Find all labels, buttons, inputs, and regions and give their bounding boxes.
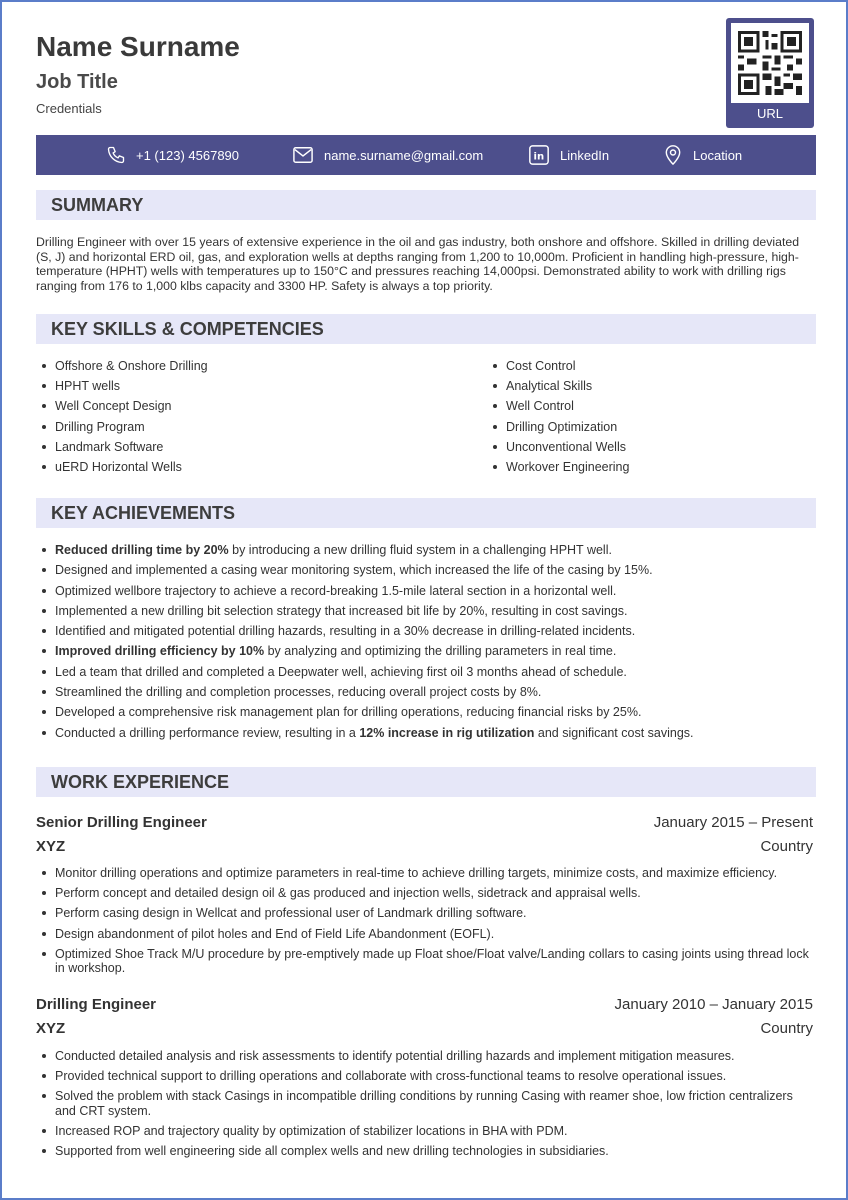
list-item: Identified and mitigated potential drilling hazards, resulting in a 30% decrease in drilling-related incidents. bbox=[36, 624, 816, 639]
job-2-title: Drilling Engineer bbox=[36, 996, 157, 1013]
list-item: Monitor drilling operations and optimize parameters in real-time to achieve drilling targets, minimize costs, and maximize efficiency. bbox=[36, 866, 816, 881]
list-item: Improved drilling efficiency by 10% by analyzing and optimizing the drilling parameters in real time. bbox=[36, 644, 816, 659]
list-item: Provided technical support to drilling operations and collaborate with cross-functional teams to resolve operational issues. bbox=[36, 1069, 816, 1084]
list-item: Landmark Software bbox=[36, 440, 426, 455]
list-item: Optimized Shoe Track M/U procedure by pre-emptively made up Float shoe/Float valve/Landing collars to casing joints using thread lock in workshop. bbox=[36, 947, 816, 976]
job-1-title: Senior Drilling Engineer bbox=[36, 814, 207, 831]
summary-text: Drilling Engineer with over 15 years of extensive experience in the oil and gas industry, both onshore and offshore. Skilled in drilling deviated (S, J) and horizontal ERD oil, gas, and exploration wells at depths ranging from 1,200 to 10,000m. Proficient in handling high-pressure, high-temperature (HPHT) wells with temperatures up to 150°C and pressures reaching 14,000psi. Demonstrated ability to work with drilling rigs ranging from 176 to 1,000 klbs capacity and 3300 HP. Safety is always a top priority. bbox=[36, 235, 800, 293]
linkedin-text: LinkedIn bbox=[560, 147, 610, 163]
job-1-dates: January 2015 – Present bbox=[653, 814, 813, 831]
list-item: Cost Control bbox=[487, 359, 807, 374]
header bbox=[36, 30, 240, 116]
phone-text: +1 (123) 4567890 bbox=[136, 147, 240, 163]
skills-heading: KEY SKILLS & COMPETENCIES bbox=[36, 314, 816, 344]
list-item: HPHT wells bbox=[36, 379, 426, 394]
location-text: Location bbox=[693, 147, 743, 163]
svg-text:in: in bbox=[533, 151, 545, 163]
linkedin-icon bbox=[528, 144, 550, 166]
qr-url-label: URL bbox=[756, 106, 783, 121]
job-1-bullets bbox=[36, 866, 816, 981]
list-item: Offshore & Onshore Drilling bbox=[36, 359, 426, 374]
job-title: Job Title bbox=[36, 71, 118, 93]
list-item: Supported from well engineering side all complex wells and new drilling technologies in subsidiaries. bbox=[36, 1144, 816, 1159]
list-item: Perform casing design in Wellcat and professional user of Landmark drilling software. bbox=[36, 906, 816, 921]
list-item: Design abandonment of pilot holes and End of Field Life Abandonment (EOFL). bbox=[36, 927, 816, 942]
contact-bar bbox=[36, 135, 816, 175]
skills-right-list bbox=[487, 359, 807, 480]
list-item: Analytical Skills bbox=[487, 379, 807, 394]
list-item: Reduced drilling time by 20% by introducing a new drilling fluid system in a challenging HPHT well. bbox=[36, 543, 816, 558]
achievements-heading: KEY ACHIEVEMENTS bbox=[36, 498, 816, 528]
job-2-country: Country bbox=[760, 1020, 813, 1037]
qr-code-icon bbox=[731, 23, 809, 103]
job-2-dates: January 2010 – January 2015 bbox=[614, 996, 813, 1013]
list-item: Perform concept and detailed design oil & gas produced and injection wells, sidetrack and appraisal wells. bbox=[36, 886, 816, 901]
contact-linkedin[interactable] bbox=[528, 135, 609, 175]
list-item: Well Concept Design bbox=[36, 399, 426, 414]
list-item: Developed a comprehensive risk management plan for drilling operations, reducing financial risks by 25%. bbox=[36, 705, 816, 720]
location-pin-icon bbox=[663, 144, 683, 166]
job-2-company: XYZ bbox=[36, 1020, 66, 1037]
list-item: Drilling Program bbox=[36, 420, 426, 435]
phone-icon bbox=[106, 145, 126, 165]
achievements-list bbox=[36, 543, 816, 746]
skills-left-list bbox=[36, 359, 426, 480]
list-item: Optimized wellbore trajectory to achieve a record-breaking 1.5-mile lateral section in a horizontal well. bbox=[36, 584, 816, 599]
list-item: Drilling Optimization bbox=[487, 420, 807, 435]
contact-phone[interactable] bbox=[106, 135, 239, 175]
list-item: Implemented a new drilling bit selection strategy that increased bit life by 20%, resulting in cost savings. bbox=[36, 604, 816, 619]
experience-heading: WORK EXPERIENCE bbox=[36, 767, 816, 797]
contact-location[interactable] bbox=[663, 135, 742, 175]
list-item: Workover Engineering bbox=[487, 460, 807, 475]
job-1-country: Country bbox=[760, 838, 813, 855]
list-item: Well Control bbox=[487, 399, 807, 414]
list-item: Solved the problem with stack Casings in incompatible drilling conditions by running Casing with reamer shoe, low friction centralizers and CRT system. bbox=[36, 1089, 816, 1118]
list-item: Unconventional Wells bbox=[487, 440, 807, 455]
job-2-bullets bbox=[36, 1049, 816, 1164]
list-item: Streamlined the drilling and completion processes, reducing overall project costs by 8%. bbox=[36, 685, 816, 700]
list-item: Increased ROP and trajectory quality by optimization of stabilizer locations in BHA with PDM. bbox=[36, 1124, 816, 1139]
credentials: Credentials bbox=[36, 101, 102, 116]
list-item: Conducted a drilling performance review, resulting in a 12% increase in rig utilization and significant cost savings. bbox=[36, 726, 816, 741]
list-item: uERD Horizontal Wells bbox=[36, 460, 426, 475]
email-text: name.surname@gmail.com bbox=[324, 147, 484, 163]
qr-code-block[interactable] bbox=[726, 18, 814, 128]
list-item: Conducted detailed analysis and risk assessments to identify potential drilling hazards and implement mitigation measures. bbox=[36, 1049, 816, 1064]
summary-heading: SUMMARY bbox=[36, 190, 816, 220]
contact-email[interactable] bbox=[292, 135, 483, 175]
job-1-company: XYZ bbox=[36, 838, 66, 855]
list-item: Designed and implemented a casing wear monitoring system, which increased the life of the casing by 15%. bbox=[36, 563, 816, 578]
list-item: Led a team that drilled and completed a Deepwater well, achieving first oil 3 months ahead of schedule. bbox=[36, 665, 816, 680]
email-icon bbox=[292, 145, 314, 165]
candidate-name: Name Surname bbox=[36, 31, 240, 62]
